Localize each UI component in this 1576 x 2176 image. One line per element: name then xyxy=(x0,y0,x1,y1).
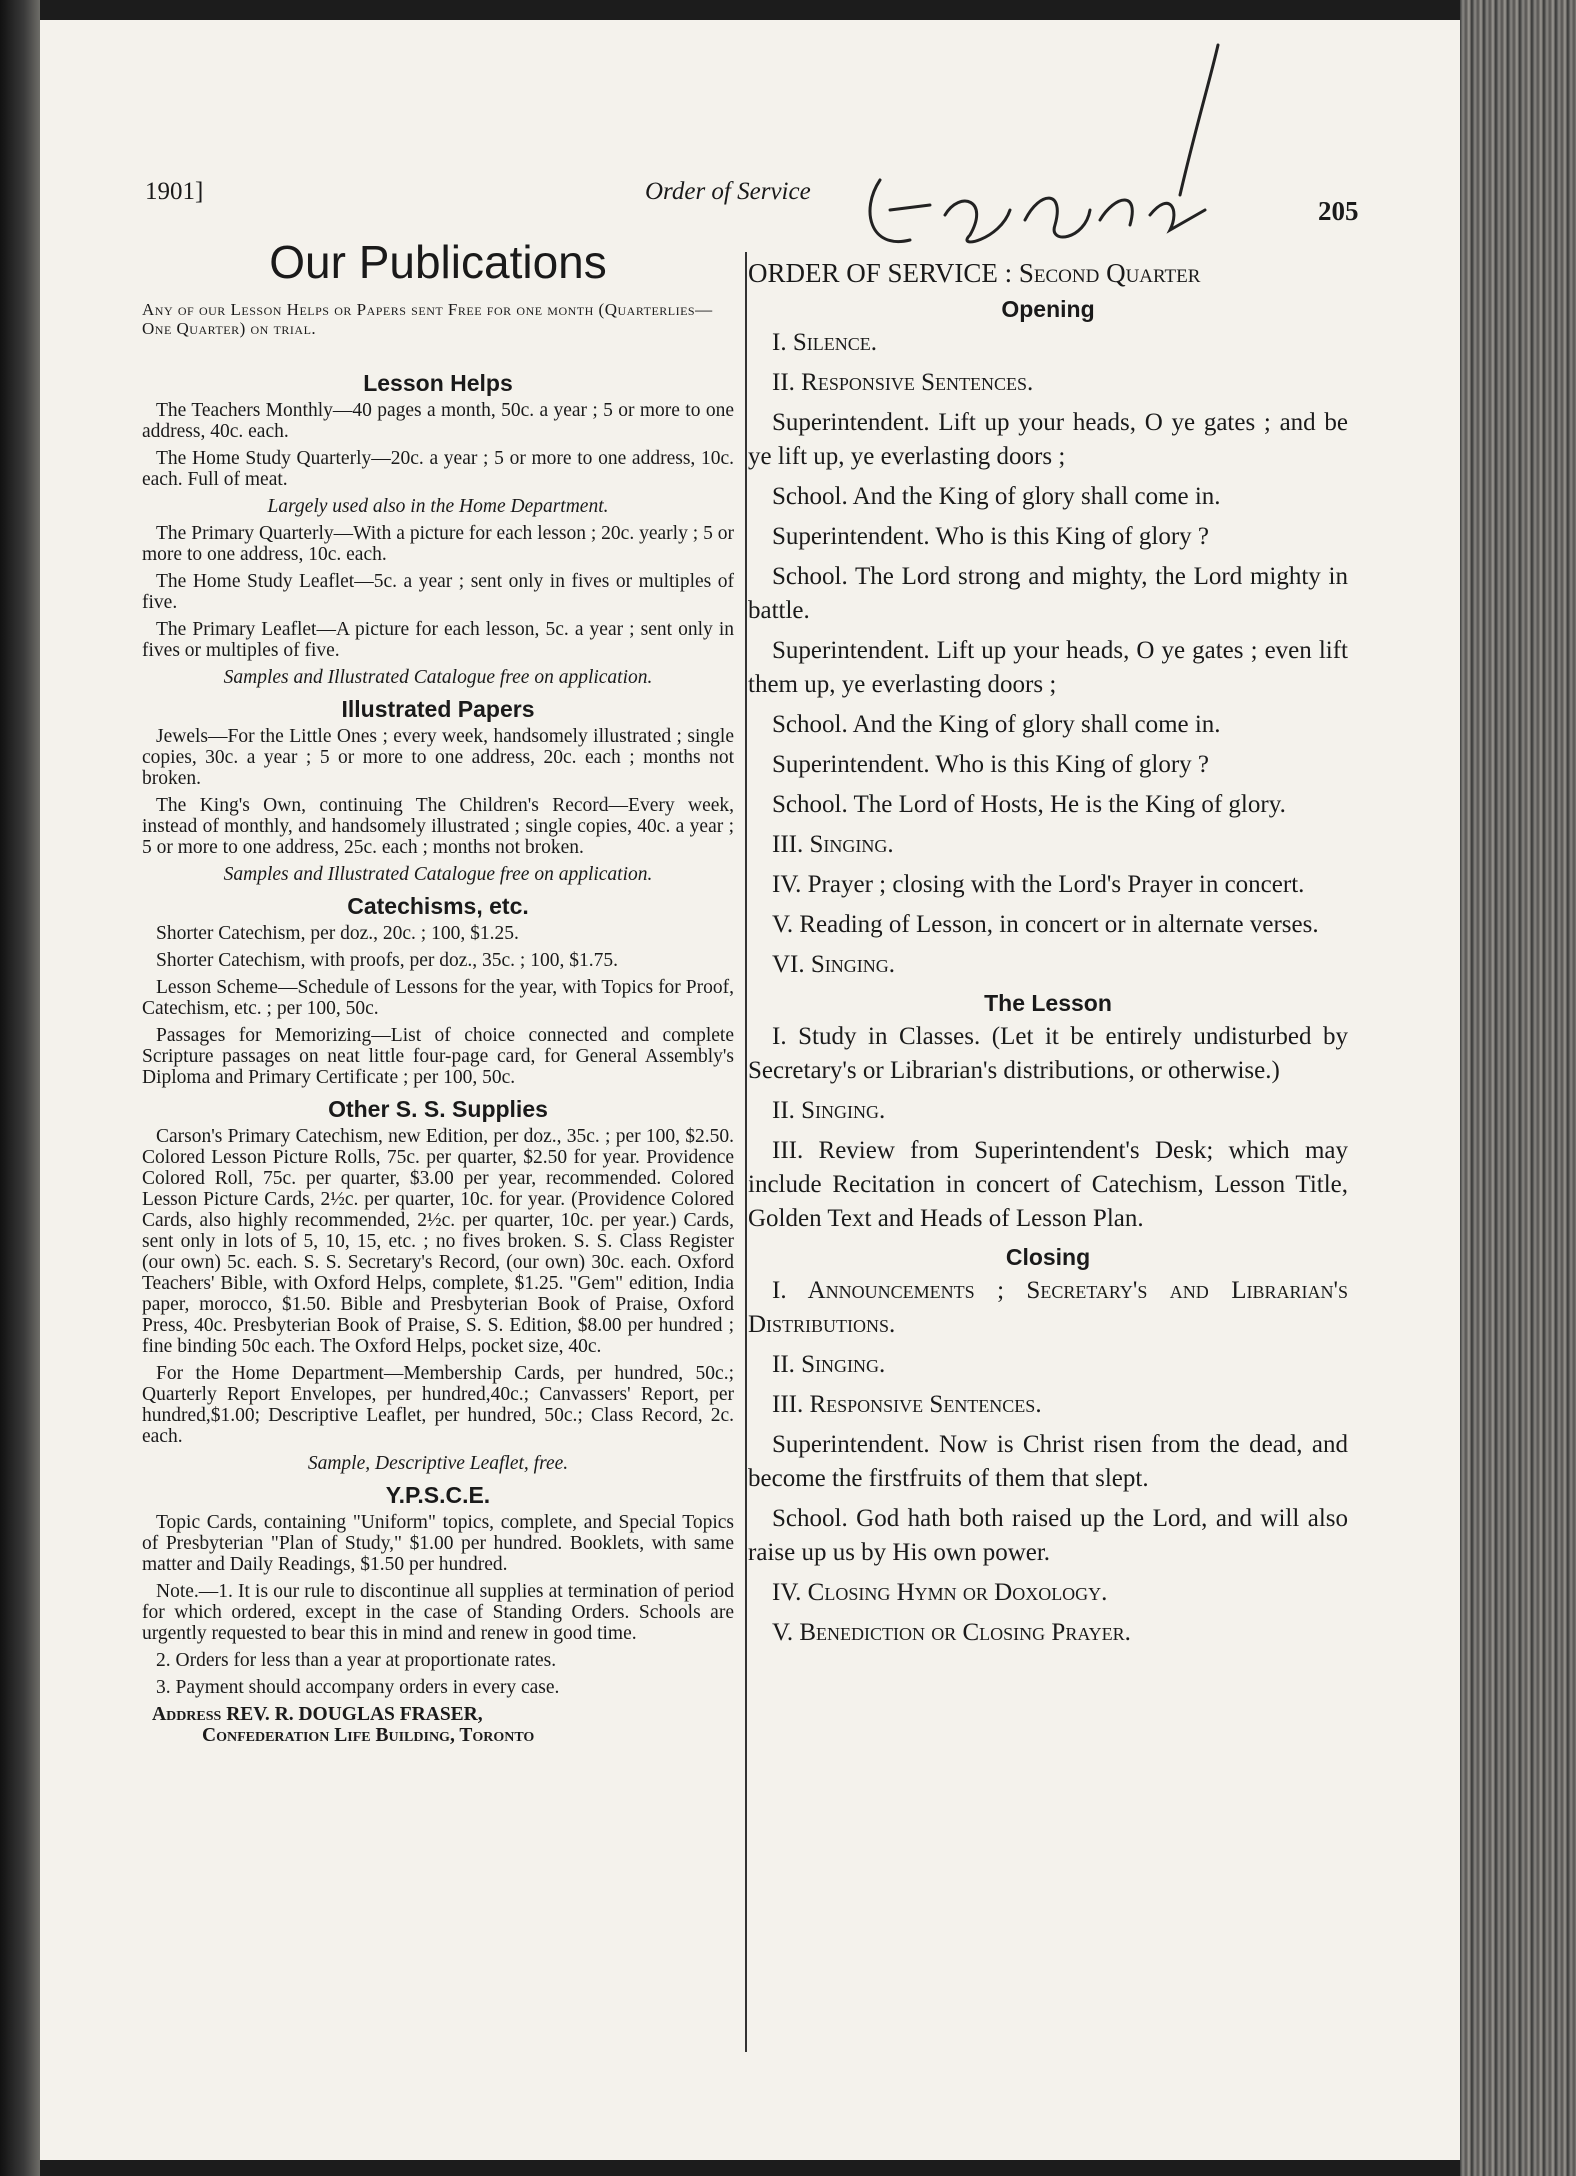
other-supplies-heading: Other S. S. Supplies xyxy=(328,1096,548,1122)
lesson-helps-item: The Primary Leaflet—A picture for each lesson, 5c. a year ; sent only in fives or multiples of five. xyxy=(142,619,734,661)
service-line: III. Review from Superintendent's Desk; which may include Recitation in concert of Catechism, Lesson Title, Golden Text and Heads of Lesson Plan. xyxy=(748,1137,1348,1232)
service-line: V. Benediction or Closing Prayer. xyxy=(772,1619,1131,1646)
service-line: IV. Prayer ; closing with the Lord's Prayer in concert. xyxy=(772,871,1305,898)
illustrated-papers-item: The King's Own, continuing The Children's Record—Every week, instead of monthly, and handsomely illustrated ; single copies, 40c. a year ; 5 or more to one address, 25c. each ; months not broken. xyxy=(142,795,734,858)
ypsce-item: 3. Payment should accompany orders in every case. xyxy=(156,1677,560,1698)
illustrated-papers-item: Jewels—For the Little Ones ; every week, handsomely illustrated ; single copies, 30c. a year ; 5 or more to one address, 20c. each ; months not broken. xyxy=(142,726,734,789)
column-divider xyxy=(745,252,747,2052)
responsive-line: School. And the King of glory shall come in. xyxy=(772,711,1221,738)
illustrated-papers-note: Samples and Illustrated Catalogue free on application. xyxy=(223,864,653,885)
book-binding-left xyxy=(0,0,40,2176)
address-line: Address REV. R. DOUGLAS FRASER, xyxy=(152,1704,483,1725)
closing-heading: Closing xyxy=(1005,1244,1091,1270)
service-line: II. Responsive Sentences. xyxy=(772,369,1034,396)
book-fore-edge xyxy=(1460,0,1576,2176)
responsive-line: School. The Lord strong and mighty, the Lord mighty in battle. xyxy=(748,563,1348,624)
running-head-title: Order of Service xyxy=(645,178,811,205)
opening-heading: Opening xyxy=(1001,296,1095,322)
service-line: VI. Singing. xyxy=(772,951,896,978)
service-line: I. Announcements ; Secretary's and Librarian's Distributions. xyxy=(748,1277,1348,1338)
catechisms-item: Passages for Memorizing—List of choice connected and complete Scripture passages on neat little four-page card, for General Assembly's Diploma and Primary Certificate ; per 100, 50c. xyxy=(142,1025,734,1088)
lesson-heading: The Lesson xyxy=(984,990,1112,1016)
lesson-helps-item: The Home Study Leaflet—5c. a year ; sent only in fives or multiples of five. xyxy=(142,571,734,613)
other-supplies-note: Sample, Descriptive Leaflet, free. xyxy=(307,1453,569,1474)
service-line: V. Reading of Lesson, in concert or in alternate verses. xyxy=(772,911,1319,938)
service-line: III. Responsive Sentences. xyxy=(772,1391,1042,1418)
responsive-line: School. The Lord of Hosts, He is the King of glory. xyxy=(772,791,1286,818)
service-line: II. Singing. xyxy=(772,1097,886,1124)
lesson-helps-heading: Lesson Helps xyxy=(363,370,513,396)
service-line: I. Study in Classes. (Let it be entirely undisturbed by Secretary's or Librarian's distributions, or otherwise.) xyxy=(748,1023,1348,1084)
order-of-service-column xyxy=(748,256,1348,1656)
catechisms-item: Shorter Catechism, per doz., 20c. ; 100, $1.25. xyxy=(156,923,519,944)
publications-intro: Any of our Lesson Helps or Papers sent Free for one month (Quarterlies—One Quarter) on trial. xyxy=(142,300,713,338)
running-head-year: 1901] xyxy=(145,178,204,205)
service-line: II. Singing. xyxy=(772,1351,886,1378)
lesson-helps-note: Samples and Illustrated Catalogue free on application. xyxy=(223,667,653,688)
ypsce-item: Topic Cards, containing "Uniform" topics, complete, and Special Topics of Presbyterian "Plan of Study," $1.00 per hundred. Booklets, with same matter and Daily Readings, $1.50 per hundred. xyxy=(142,1512,734,1575)
handwritten-signature xyxy=(850,40,1220,290)
catechisms-heading: Catechisms, etc. xyxy=(347,893,529,919)
lesson-helps-home-note: Largely used also in the Home Department. xyxy=(267,496,609,517)
catechisms-item: Lesson Scheme—Schedule of Lessons for the year, with Topics for Proof, Catechism, etc. ; per 100, 50c. xyxy=(142,977,734,1019)
publications-title: Our Publications xyxy=(269,236,607,288)
ypsce-heading: Y.P.S.C.E. xyxy=(385,1482,491,1508)
service-line: IV. Closing Hymn or Doxology. xyxy=(772,1579,1108,1606)
responsive-line: School. God hath both raised up the Lord, and will also raise up us by His own power. xyxy=(748,1505,1348,1566)
order-of-service-heading: ORDER OF SERVICE : Second Quarter xyxy=(748,258,1201,288)
page-number: 205 xyxy=(1318,196,1359,226)
publications-column xyxy=(142,232,734,1746)
responsive-line: Superintendent. Now is Christ risen from the dead, and become the firstfruits of them that slept. xyxy=(748,1431,1348,1492)
catechisms-item: Shorter Catechism, with proofs, per doz., 35c. ; 100, $1.75. xyxy=(156,950,618,971)
other-supplies-item: Carson's Primary Catechism, new Edition, per doz., 35c. ; per 100, $2.50. Colored Lesson Picture Rolls, 75c. per quarter, $2.50 for year. Providence Colored Roll, 75c. per quarter, $3.00 per year, recommended. Colored Lesson Picture Cards, 2½c. per quarter, 10c. for year. (Providence Colored Cards, also highly recommended, 2½c. per quarter, 10c. per year.) Cards, sent only in lots of 5, 10, 15, etc. ; no fives broken. S. S. Class Register (our own) 5c. each. S. S. Secretary's Record, (our own) 30c. each. Oxford Teachers' Bible, with Oxford Helps, complete, $1.25. "Gem" edition, India paper, morocco, $1.50. Bible and Presbyterian Book of Praise, Oxford Press, 40c. Presbyterian Book of Praise, S. S. Edition, $8.00 per hundred ; fine binding 50c each. The Oxford Helps, pocket size, 40c. xyxy=(142,1126,734,1357)
lesson-helps-item: The Teachers Monthly—40 pages a month, 50c. a year ; 5 or more to one address, 40c. each. xyxy=(142,400,734,442)
other-supplies-item: For the Home Department—Membership Cards, per hundred, 50c.; Quarterly Report Envelopes, per hundred,40c.; Canvassers' Report, per hundred,$1.00; Descriptive Leaflet, per hundred, 50c.; Class Record, 2c. each. xyxy=(142,1363,734,1447)
address-building: Confederation Life Building, Toronto xyxy=(202,1725,535,1746)
lesson-helps-item: The Primary Quarterly—With a picture for each lesson ; 20c. yearly ; 5 or more to one address, 10c. each. xyxy=(142,523,734,565)
responsive-line: Superintendent. Who is this King of glory ? xyxy=(772,751,1209,778)
responsive-line: Superintendent. Lift up your heads, O ye gates ; even lift them up, ye everlasting doors ; xyxy=(748,637,1348,698)
responsive-line: Superintendent. Who is this King of glory ? xyxy=(772,523,1209,550)
responsive-line: School. And the King of glory shall come in. xyxy=(772,483,1221,510)
ypsce-item: 2. Orders for less than a year at proportionate rates. xyxy=(156,1650,557,1671)
illustrated-papers-heading: Illustrated Papers xyxy=(341,696,535,722)
lesson-helps-item: The Home Study Quarterly—20c. a year ; 5 or more to one address, 10c. each. Full of meat. xyxy=(142,448,734,490)
service-line: III. Singing. xyxy=(772,831,894,858)
responsive-line: Superintendent. Lift up your heads, O ye gates ; and be ye lift up, ye everlasting doors ; xyxy=(748,409,1348,470)
service-line: I. Silence. xyxy=(772,329,877,356)
ypsce-item: Note.—1. It is our rule to discontinue all supplies at termination of period for which ordered, except in the case of Standing Orders. Schools are urgently requested to bear this in mind and renew in good time. xyxy=(142,1581,734,1644)
